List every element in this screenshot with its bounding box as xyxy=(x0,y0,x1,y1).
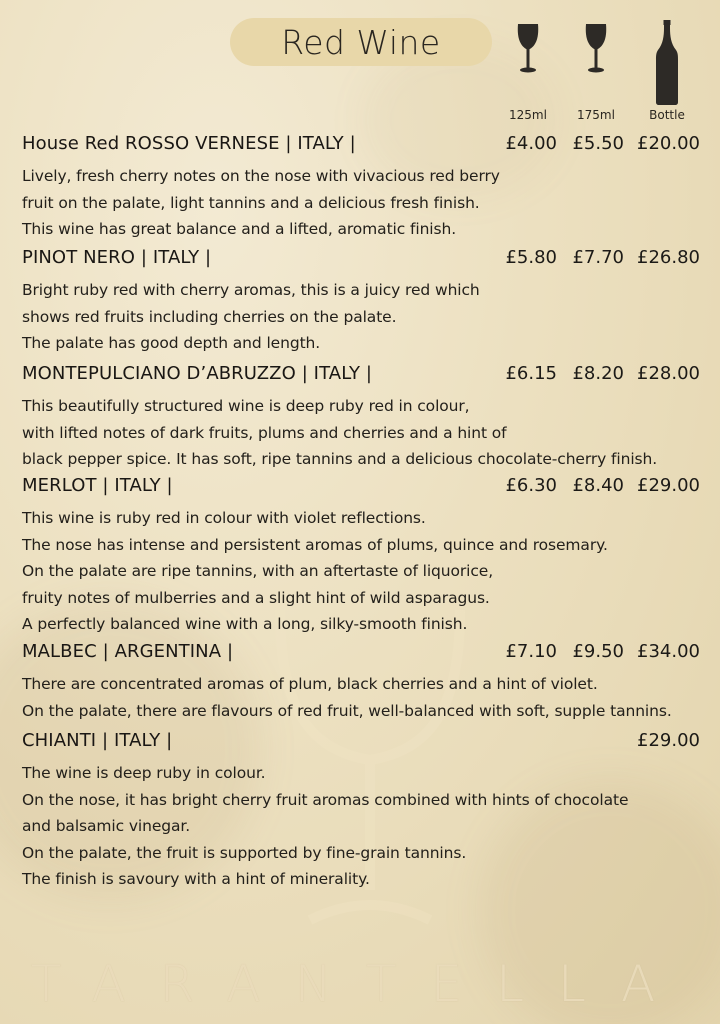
wine-item xyxy=(22,363,702,473)
wine-description xyxy=(22,671,702,724)
description-line: and balsamic vinegar. xyxy=(22,817,191,835)
price-175ml: £9.50 xyxy=(572,641,624,662)
wine-item xyxy=(22,641,702,724)
wine-item xyxy=(22,475,702,638)
description-line: with lifted notes of dark fruits, plums and cherries and a hint of xyxy=(22,423,507,442)
wine-item xyxy=(22,730,702,893)
price-bottle: £28.00 xyxy=(637,363,700,384)
description-line: The wine is deep ruby in colour. xyxy=(22,764,266,782)
wine-glass-icon xyxy=(583,22,609,74)
wine-name: MONTEPULCIANO D’ABRUZZO | ITALY | xyxy=(22,363,373,384)
column-label: 175ml xyxy=(577,108,615,122)
column-175ml xyxy=(572,22,620,122)
wine-description xyxy=(22,760,702,893)
wine-name: MERLOT | ITALY | xyxy=(22,475,173,496)
wine-description xyxy=(22,163,702,243)
description-line: Lively, fresh cherry notes on the nose with vivacious red berry xyxy=(22,167,500,185)
wine-bottle-icon xyxy=(654,6,680,106)
description-line: fruity notes of mulberries and a slight hint of wild asparagus. xyxy=(22,588,490,607)
wine-name: House Red ROSSO VERNESE | ITALY | xyxy=(22,133,356,154)
wine-item xyxy=(22,247,702,357)
column-label: 125ml xyxy=(509,108,547,122)
wine-name: PINOT NERO | ITALY | xyxy=(22,247,212,268)
page-title: Red Wine xyxy=(281,22,441,62)
column-label: Bottle xyxy=(649,108,685,122)
description-line: This wine has great balance and a lifted, aromatic finish. xyxy=(22,220,457,238)
description-line: There are concentrated aromas of plum, black cherries and a hint of violet. xyxy=(22,675,598,693)
price-125ml: £6.30 xyxy=(505,475,557,496)
price-175ml: £5.50 xyxy=(572,133,624,154)
price-125ml: £5.80 xyxy=(505,247,557,268)
wine-glass-icon xyxy=(515,22,541,74)
wine-name: CHIANTI | ITALY | xyxy=(22,730,173,751)
price-bottle: £26.80 xyxy=(637,247,700,268)
price-175ml: £8.40 xyxy=(572,475,624,496)
column-bottle xyxy=(643,6,691,122)
title-banner xyxy=(230,18,492,66)
price-bottle: £29.00 xyxy=(637,730,700,751)
description-line: On the palate, the fruit is supported by fine-grain tannins. xyxy=(22,843,467,862)
description-line: black pepper spice. It has soft, ripe tannins and a delicious chocolate-cherry finish. xyxy=(22,450,658,468)
description-line: shows red fruits including cherries on the palate. xyxy=(22,307,397,326)
description-line: The finish is savoury with a hint of minerality. xyxy=(22,870,370,888)
description-line: Bright ruby red with cherry aromas, this is a juicy red which xyxy=(22,281,480,299)
wine-description xyxy=(22,393,702,473)
price-bottle: £20.00 xyxy=(637,133,700,154)
description-line: On the nose, it has bright cherry fruit aromas combined with hints of chocolate xyxy=(22,790,629,809)
wine-description xyxy=(22,505,702,638)
price-125ml: £6.15 xyxy=(505,363,557,384)
description-line: The nose has intense and persistent aromas of plums, quince and rosemary. xyxy=(22,535,608,554)
description-line: This wine is ruby red in colour with violet reflections. xyxy=(22,509,426,527)
wine-name: MALBEC | ARGENTINA | xyxy=(22,641,234,662)
wine-description xyxy=(22,277,702,357)
price-175ml: £8.20 xyxy=(572,363,624,384)
description-line: On the palate, there are flavours of red fruit, well-balanced with soft, supple tannins. xyxy=(22,701,672,720)
price-175ml: £7.70 xyxy=(572,247,624,268)
description-line: On the palate are ripe tannins, with an aftertaste of liquorice, xyxy=(22,562,494,580)
watermark-text: TARANTELLA xyxy=(30,955,690,1013)
description-line: A perfectly balanced wine with a long, silky-smooth finish. xyxy=(22,615,468,633)
description-line: The palate has good depth and length. xyxy=(22,334,321,352)
wine-item xyxy=(22,133,702,243)
column-125ml xyxy=(504,22,552,122)
price-bottle: £34.00 xyxy=(637,641,700,662)
price-bottle: £29.00 xyxy=(637,475,700,496)
description-line: This beautifully structured wine is deep ruby red in colour, xyxy=(22,397,470,415)
description-line: fruit on the palate, light tannins and a delicious fresh finish. xyxy=(22,193,480,212)
price-125ml: £7.10 xyxy=(505,641,557,662)
price-125ml: £4.00 xyxy=(505,133,557,154)
